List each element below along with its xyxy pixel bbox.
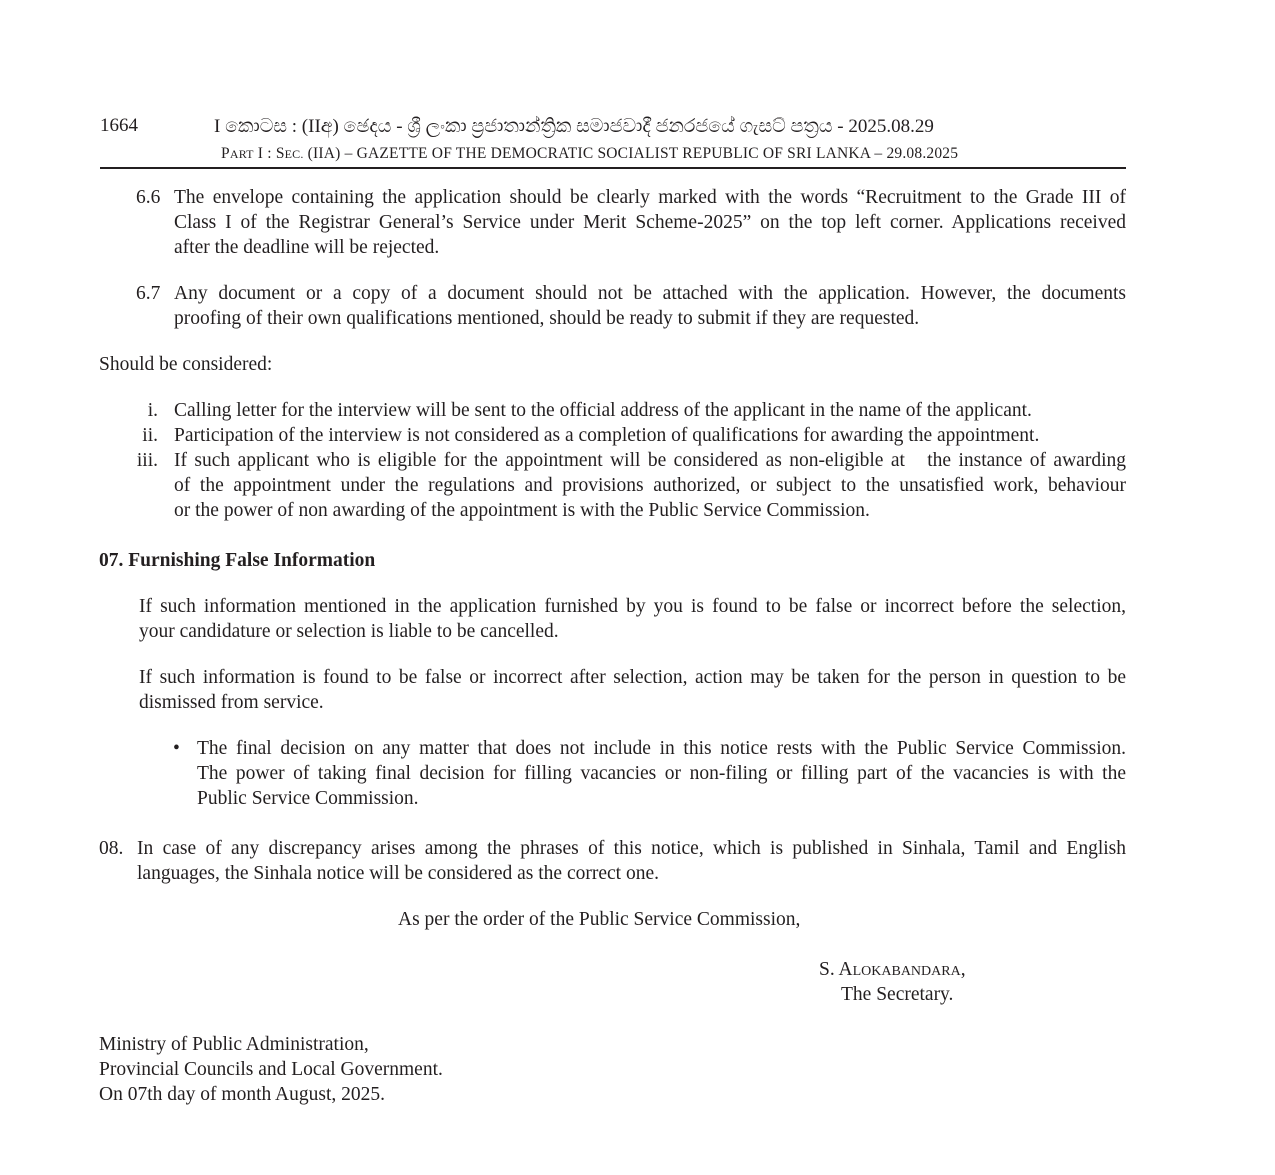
page-number: 1664 — [100, 115, 138, 136]
sec-label-initial: I : S — [257, 145, 285, 162]
text-line: The envelope containing the application should be clearly marked with the words “Recruitment to the Grade III of — [174, 187, 1126, 208]
text-line: If such information is found to be false or incorrect after selection, action may be taken for the person in question to be — [139, 667, 1126, 688]
considered-item-i — [147, 398, 1126, 423]
list-marker: ii. — [142, 425, 158, 446]
text-line: Class I of the Registrar General’s Service under Merit Scheme-2025” on the top left corner. Applications received — [174, 212, 1126, 233]
gazette-title-english: (IIA) – GAZETTE OF THE DEMOCRATIC SOCIALIST REPUBLIC OF SRI LANKA – 29.08.2025 — [307, 145, 959, 162]
text-line: In case of any discrepancy arises among the phrases of this notice, which is published in Sinhala, Tamil and English — [137, 838, 1126, 859]
text-line: Calling letter for the interview will be sent to the official address of the applicant in the name of the applicant. — [174, 400, 1032, 421]
section-number: 08. — [99, 838, 124, 859]
header-divider — [100, 167, 1126, 169]
text-line: Any document or a copy of a document should not be attached with the application. However, the documents — [174, 283, 1126, 304]
text-line: after the deadline will be rejected. — [174, 237, 440, 258]
section-07-heading: 07. Furnishing False Information — [99, 550, 376, 571]
header-english-title — [221, 141, 958, 167]
signatory-name: S. Alokabandara, — [819, 959, 966, 980]
text-line: If such information mentioned in the application furnished by you is found to be false or incorrect before the selection, — [139, 596, 1126, 617]
text-line: or the power of non awarding of the appointment is with the Public Service Commission. — [174, 500, 870, 521]
text-line: The final decision on any matter that does not include in this notice rests with the Public Service Commission. — [197, 738, 1126, 759]
considered-label: Should be considered: — [99, 354, 273, 375]
section-07-para-2 — [139, 665, 1126, 715]
signatory-title: The Secretary. — [841, 984, 954, 1005]
bullet-marker: • — [173, 738, 180, 759]
footer-councils: Provincial Councils and Local Government. — [99, 1059, 443, 1080]
text-line: languages, the Sinhala notice will be considered as the correct one. — [137, 863, 659, 884]
text-line: your candidature or selection is liable to be cancelled. — [139, 621, 559, 642]
section-08 — [99, 836, 1126, 886]
text-line: If such applicant who is eligible for the appointment will be considered as non-eligible at the instance of awarding — [174, 450, 1126, 471]
part-label-rest: ART — [229, 147, 254, 161]
sec-label-rest: EC. — [284, 147, 304, 161]
header-sinhala-title: I කොටස : (IIඅ) ඡෙදය - ශ්‍රී ලංකා ප්‍රජාතාන්ත්‍රික සමාජවාදී ජනරජයේ ගැසට් පත්‍රය - 2025.08.29 — [214, 116, 934, 137]
text-line: dismissed from service. — [139, 692, 324, 713]
part-label-initial: P — [221, 145, 230, 162]
text-line: The power of taking final decision for filling vacancies or non-filing or filling part of the vacancies is with the — [197, 763, 1126, 784]
text-line: of the appointment under the regulations and provisions authorized, or subject to the unsatisfied work, behaviour — [174, 475, 1126, 496]
section-07-para-1 — [139, 594, 1126, 644]
considered-item-ii — [142, 423, 1126, 448]
footer-ministry: Ministry of Public Administration, — [99, 1034, 369, 1055]
section-number: 6.6 — [136, 187, 161, 208]
list-marker: iii. — [136, 450, 158, 471]
text-line: Public Service Commission. — [197, 788, 419, 809]
section-6-6 — [136, 185, 1126, 260]
section-6-7 — [136, 281, 1126, 331]
considered-item-iii — [136, 448, 1126, 523]
footer-date: On 07th day of month August, 2025. — [99, 1084, 385, 1105]
list-marker: i. — [147, 400, 158, 421]
text-line: proofing of their own qualifications mentioned, should be ready to submit if they are requested. — [174, 308, 920, 329]
section-number: 6.7 — [136, 283, 161, 304]
text-line: Participation of the interview is not considered as a completion of qualifications for awarding the appointment. — [174, 425, 1040, 446]
order-line: As per the order of the Public Service Commission, — [398, 909, 801, 930]
section-07-bullet — [173, 736, 1126, 811]
